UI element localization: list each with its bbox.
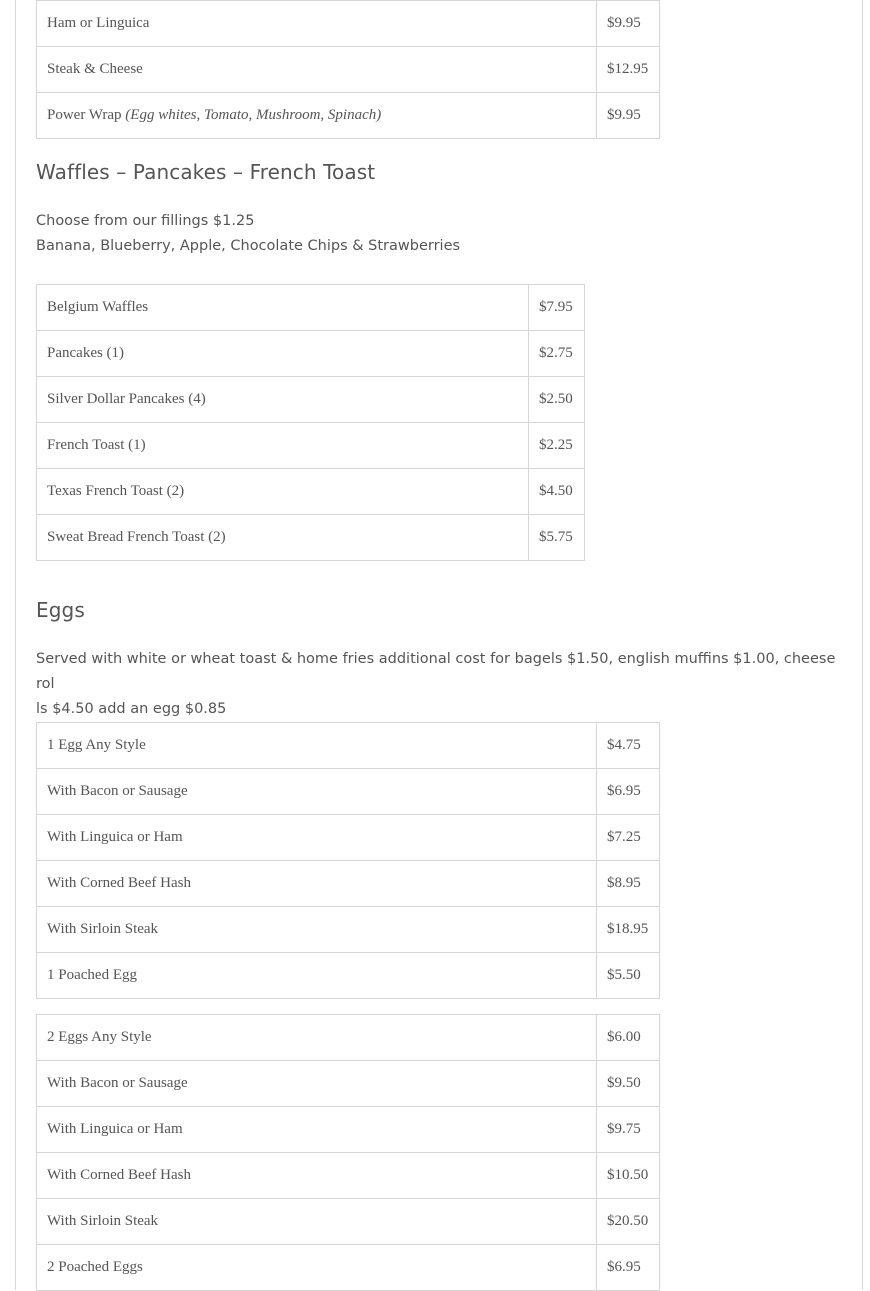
- item-name: 1 Egg Any Style: [37, 723, 597, 769]
- item-price: $4.50: [529, 469, 585, 515]
- item-name: Sweat Bread French Toast (2): [37, 515, 529, 561]
- item-price: $12.95: [597, 47, 660, 93]
- item-name: Belgium Waffles: [37, 285, 529, 331]
- table-row: [37, 1015, 660, 1061]
- item-name: Ham or Linguica: [37, 1, 597, 47]
- item-price: $2.50: [529, 377, 585, 423]
- table-row: [37, 515, 585, 561]
- table-row: [37, 1245, 660, 1291]
- item-price: $6.95: [597, 769, 660, 815]
- item-price: $9.50: [597, 1061, 660, 1107]
- menu-table-waffles: [36, 284, 585, 561]
- table-row: [37, 285, 585, 331]
- item-price: $6.95: [597, 1245, 660, 1291]
- eggs-note: [36, 647, 842, 722]
- item-name: Silver Dollar Pancakes (4): [37, 377, 529, 423]
- section-heading-waffles: Waffles – Pancakes – French Toast: [36, 160, 376, 184]
- item-note: (Egg whites, Tomato, Mushroom, Spinach): [125, 107, 382, 123]
- item-name: With Corned Beef Hash: [37, 861, 597, 907]
- item-name: Pancakes (1): [37, 331, 529, 377]
- item-name: With Sirloin Steak: [37, 907, 597, 953]
- content-card: [15, 0, 863, 1290]
- item-name: 2 Poached Eggs: [37, 1245, 597, 1291]
- item-name: With Bacon or Sausage: [37, 769, 597, 815]
- item-price: $8.95: [597, 861, 660, 907]
- table-row: [37, 331, 585, 377]
- table-row: [37, 815, 660, 861]
- item-price: $9.95: [597, 1, 660, 47]
- menu-table-one-egg: [36, 722, 660, 999]
- item-price: $5.50: [597, 953, 660, 999]
- table-row: [37, 861, 660, 907]
- item-price: $9.75: [597, 1107, 660, 1153]
- table-row: [37, 769, 660, 815]
- table-row: [37, 93, 660, 139]
- waffles-note-line-1: Choose from our fillings $1.25: [36, 213, 255, 229]
- item-name: With Linguica or Ham: [37, 1107, 597, 1153]
- menu-table-wraps: [36, 0, 660, 139]
- table-row: [37, 469, 585, 515]
- table-row: [37, 723, 660, 769]
- table-row: [37, 377, 585, 423]
- table-row: [37, 1, 660, 47]
- item-price: $2.25: [529, 423, 585, 469]
- item-price: $2.75: [529, 331, 585, 377]
- item-price: $7.25: [597, 815, 660, 861]
- eggs-note-line-2: ls $4.50 add an egg $0.85: [36, 701, 227, 717]
- item-name: 2 Eggs Any Style: [37, 1015, 597, 1061]
- item-name: French Toast (1): [37, 423, 529, 469]
- item-name: With Corned Beef Hash: [37, 1153, 597, 1199]
- section-heading-eggs: Eggs: [36, 598, 85, 622]
- item-price: $7.95: [529, 285, 585, 331]
- table-row: [37, 1107, 660, 1153]
- waffles-note-line-2: Banana, Blueberry, Apple, Chocolate Chips & Strawberries: [36, 238, 461, 254]
- item-price: $10.50: [597, 1153, 660, 1199]
- menu-table-two-eggs: [36, 1014, 660, 1291]
- item-label: Power Wrap: [47, 107, 126, 123]
- table-row: [37, 953, 660, 999]
- item-name: With Linguica or Ham: [37, 815, 597, 861]
- table-row: [37, 423, 585, 469]
- item-price: $5.75: [529, 515, 585, 561]
- item-name: Texas French Toast (2): [37, 469, 529, 515]
- table-row: [37, 47, 660, 93]
- table-row: [37, 1153, 660, 1199]
- table-row: [37, 907, 660, 953]
- item-price: $6.00: [597, 1015, 660, 1061]
- eggs-note-line-1: Served with white or wheat toast & home fries additional cost for bagels $1.50, english muffins $1.00, cheese rol: [36, 651, 836, 692]
- item-price: $18.95: [597, 907, 660, 953]
- table-row: [37, 1061, 660, 1107]
- item-name: Steak & Cheese: [37, 47, 597, 93]
- item-price: $20.50: [597, 1199, 660, 1245]
- item-price: $4.75: [597, 723, 660, 769]
- item-name: With Sirloin Steak: [37, 1199, 597, 1245]
- waffles-note: [36, 209, 842, 259]
- item-name: 1 Poached Egg: [37, 953, 597, 999]
- item-name: [37, 93, 597, 139]
- item-price: $9.95: [597, 93, 660, 139]
- item-name: With Bacon or Sausage: [37, 1061, 597, 1107]
- table-row: [37, 1199, 660, 1245]
